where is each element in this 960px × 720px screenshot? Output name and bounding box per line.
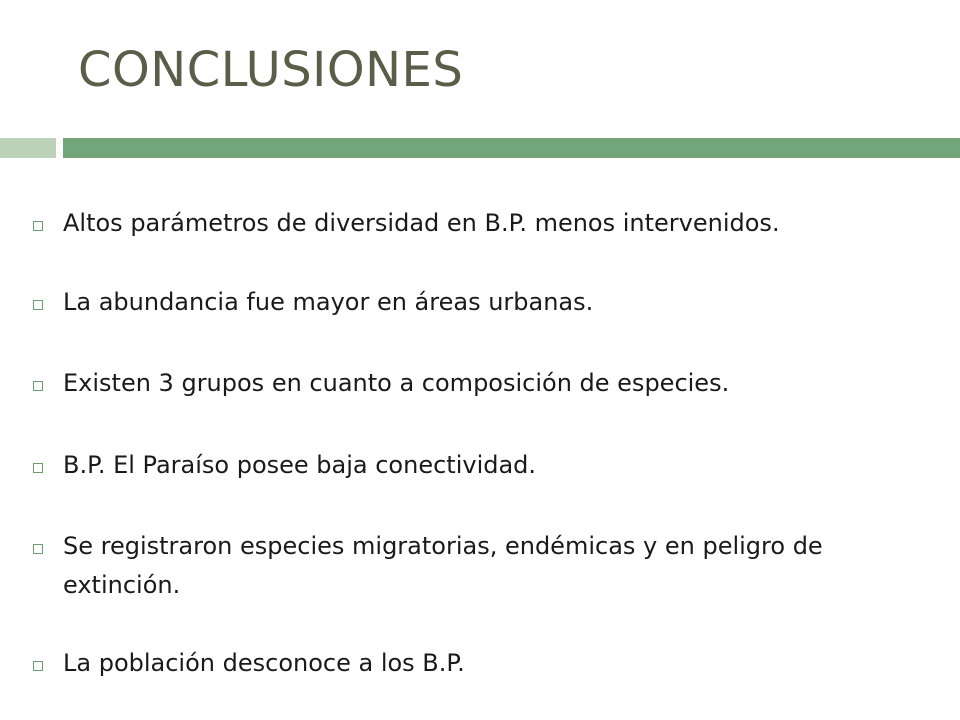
slide-title: CONCLUSIONES [78, 42, 464, 98]
bullet-item-diversity [32, 210, 942, 243]
square-bullet-icon [33, 661, 43, 671]
bullet-item-species [32, 533, 942, 605]
square-bullet-icon [33, 381, 43, 391]
bullet-item-population [32, 650, 942, 683]
bullet-text: Altos parámetros de diversidad en B.P. menos intervenidos. [63, 209, 780, 237]
bullet-item-connectivity [32, 452, 942, 485]
square-bullet-icon [33, 221, 43, 231]
bullet-text: La abundancia fue mayor en áreas urbanas. [63, 288, 594, 316]
bullet-text: Existen 3 grupos en cuanto a composición de especies. [63, 369, 730, 397]
title-rule-bar [63, 138, 960, 158]
bullet-item-abundance [32, 289, 942, 322]
square-bullet-icon [33, 300, 43, 310]
square-bullet-icon [33, 463, 43, 473]
bullet-text: B.P. El Paraíso posee baja conectividad. [63, 451, 537, 479]
bullet-text: Se registraron especies migratorias, endémicas y en peligro de extinción. [63, 532, 823, 599]
square-bullet-icon [33, 544, 43, 554]
bullet-item-groups [32, 370, 942, 403]
bullet-text: La población desconoce a los B.P. [63, 649, 465, 677]
title-rule-accent [0, 138, 56, 158]
